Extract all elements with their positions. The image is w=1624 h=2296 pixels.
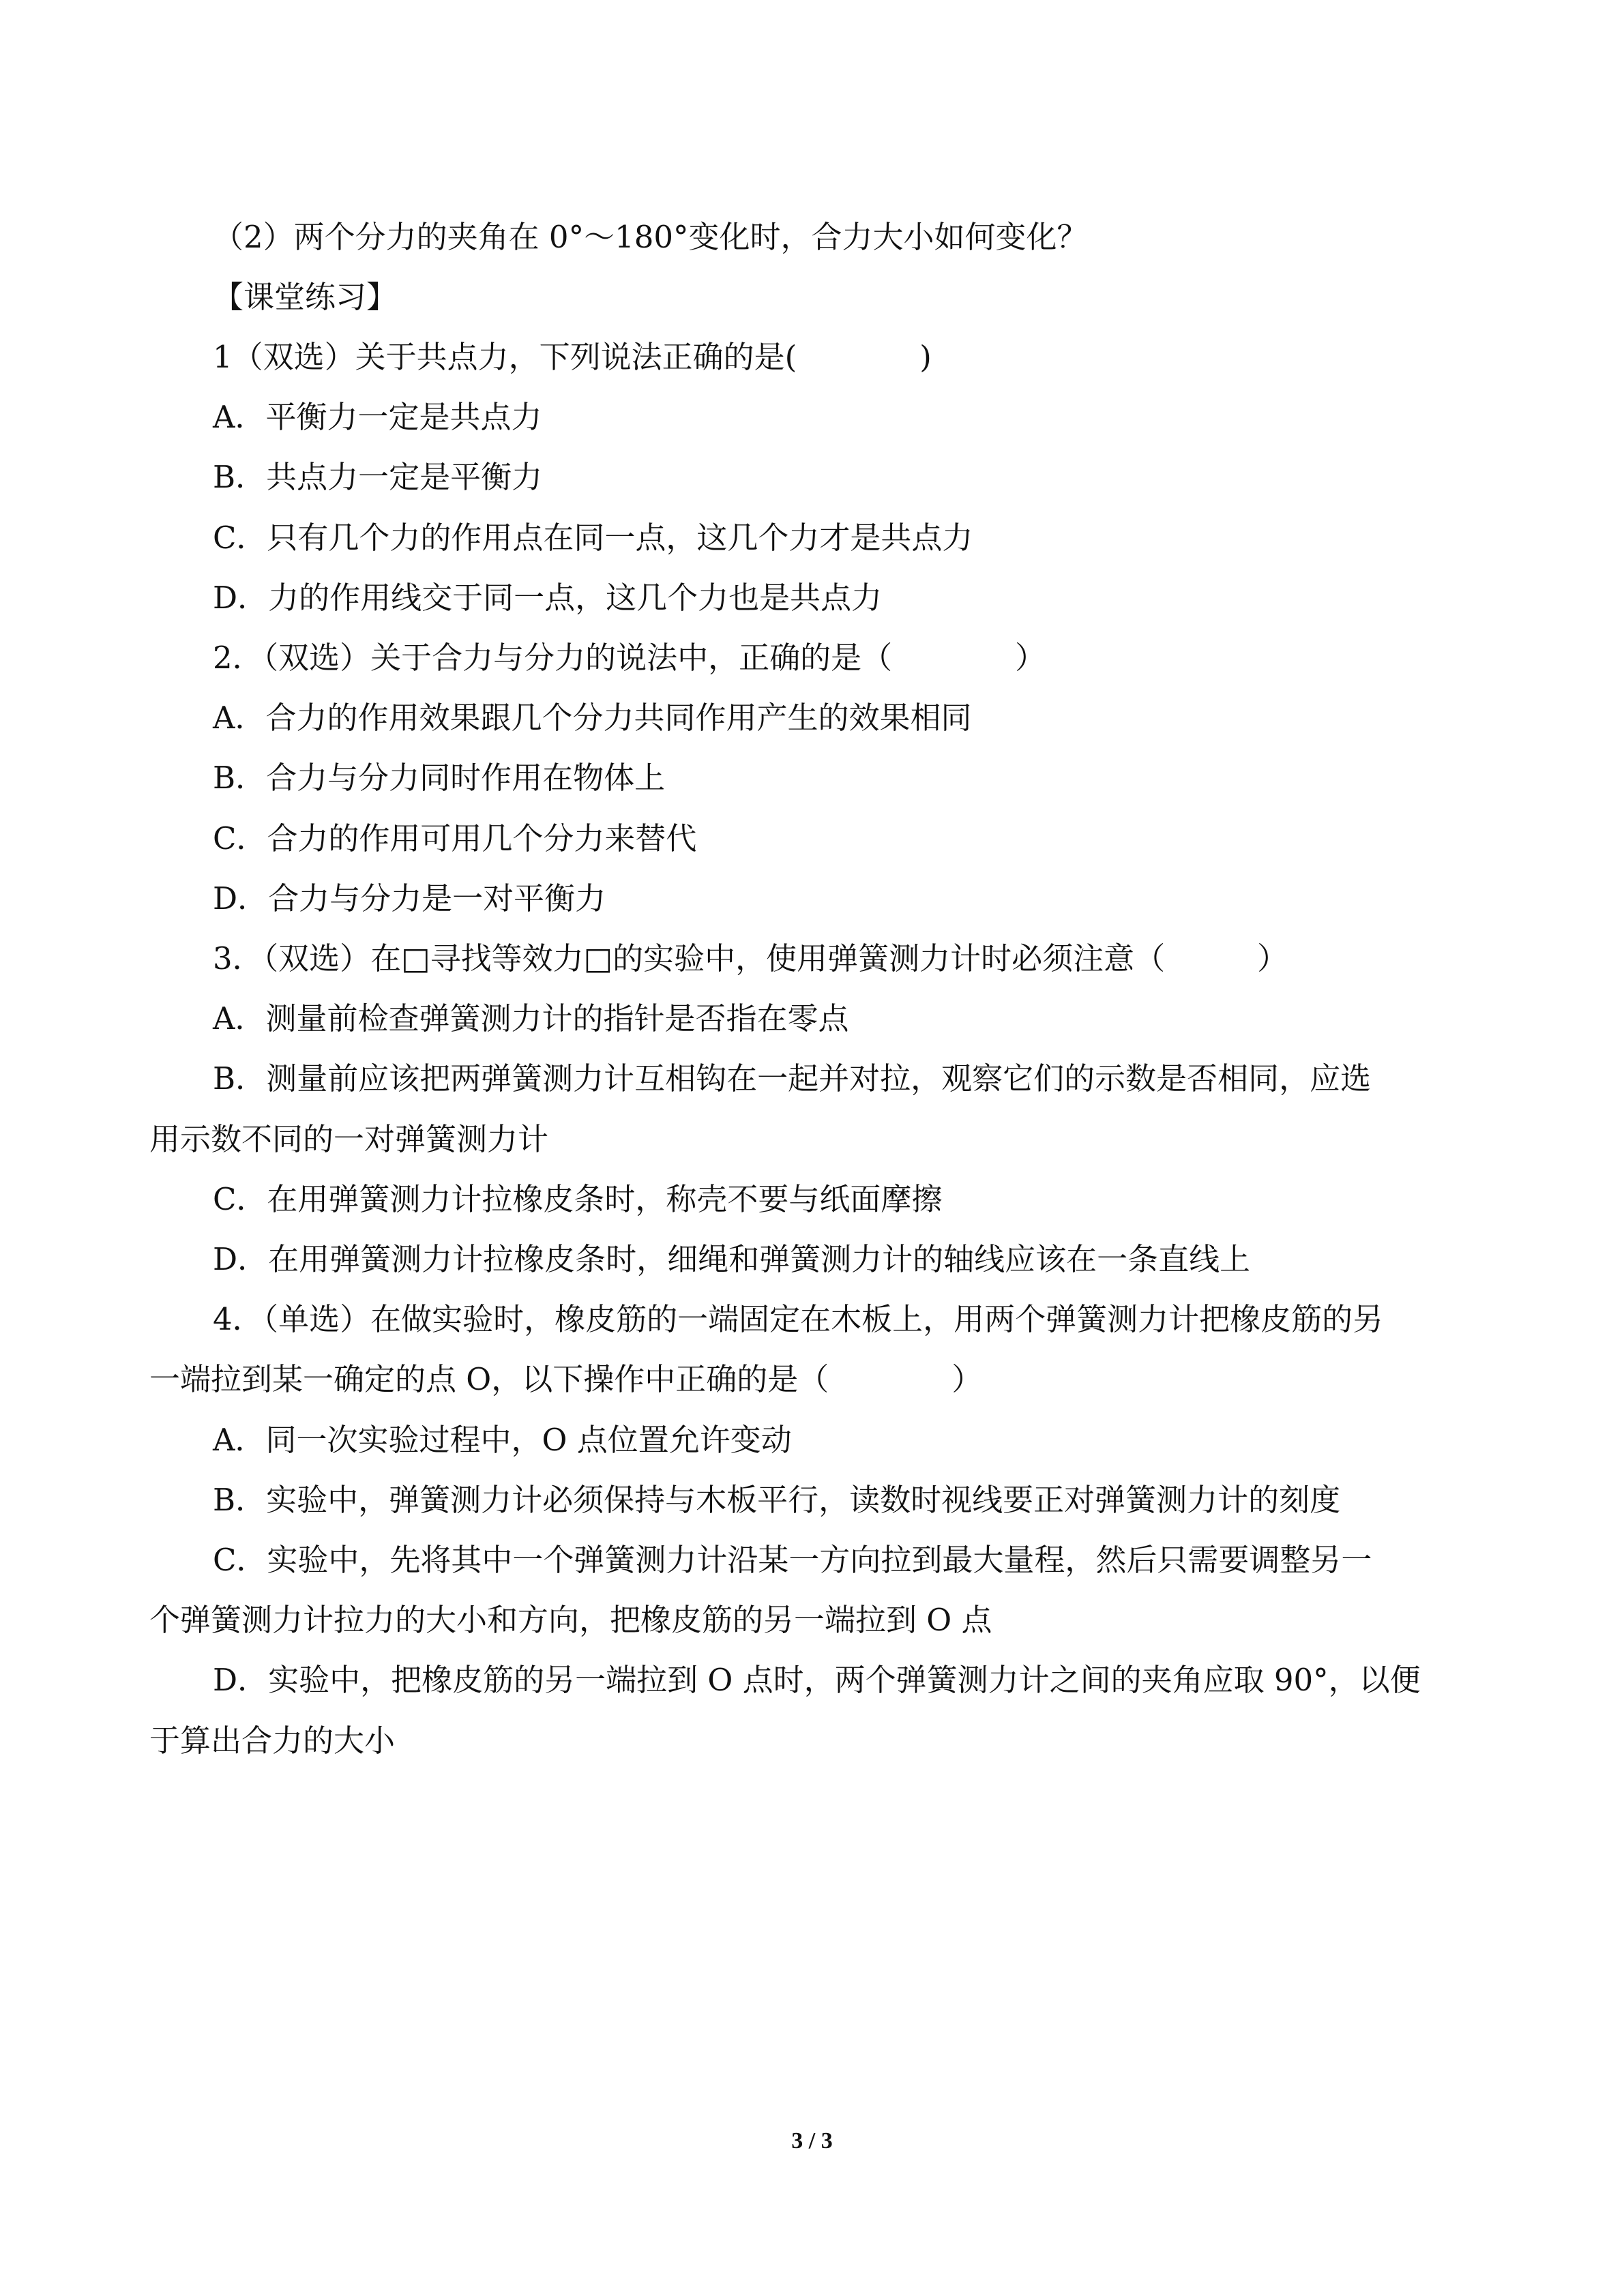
question-2-option-d: D．合力与分力是一对平衡力 [213,880,606,916]
question-3-option-d: D．在用弹簧测力计拉橡皮条时，细绳和弹簧测力计的轴线应该在一条直线上 [213,1241,1251,1277]
question-4-option-d: D．实验中，把橡皮筋的另一端拉到 O 点时，两个弹簧测力计之间的夹角应取 90°，以便 [213,1662,1421,1698]
question-1-option-a: A．平衡力一定是共点力 [213,399,542,435]
question-3: 3．（双选）在□寻找等效力□的实验中，使用弹簧测力计时必须注意（ ） [213,940,1288,976]
question-1-option-c: C．只有几个力的作用点在同一点，这几个力才是共点力 [213,520,973,556]
question-4-continued: 一端拉到某一确定的点 O，以下操作中正确的是（ ） [149,1361,983,1397]
question-4-option-c-continued: 个弹簧测力计拉力的大小和方向，把橡皮筋的另一端拉到 O 点 [149,1602,992,1638]
section-heading: 【课堂练习】 [213,279,398,315]
question-2: 2．（双选）关于合力与分力的说法中，正确的是（ ） [213,640,1046,676]
question-4-option-b: B．实验中，弹簧测力计必须保持与木板平行，读数时视线要正对弹簧测力计的刻度 [213,1482,1341,1518]
question-text: （2）两个分力的夹角在 0°～180°变化时，合力大小如何变化？ [213,219,1088,255]
question-1-option-d: D．力的作用线交于同一点，这几个力也是共点力 [213,580,883,616]
question-4-option-a: A．同一次实验过程中，O 点位置允许变动 [213,1422,792,1458]
question-4-option-c: C．实验中，先将其中一个弹簧测力计沿某一方向拉到最大量程，然后只需要调整另一 [213,1542,1372,1578]
question-1-option-b: B．共点力一定是平衡力 [213,459,543,495]
question-4-option-d-continued: 于算出合力的大小 [149,1723,396,1759]
question-3-option-a: A．测量前检查弹簧测力计的指针是否指在零点 [213,1000,849,1037]
page-number: 3 / 3 [791,2128,833,2153]
question-2-option-c: C．合力的作用可用几个分力来替代 [213,820,697,856]
question-4: 4．（单选）在做实验时，橡皮筋的一端固定在木板上，用两个弹簧测力计把橡皮筋的另 [213,1301,1384,1337]
question-3-option-c: C．在用弹簧测力计拉橡皮条时，称壳不要与纸面摩擦 [213,1181,943,1217]
question-3-option-b-continued: 用示数不同的一对弹簧测力计 [149,1121,549,1157]
question-3-option-b: B．测量前应该把两弹簧测力计互相钩在一起并对拉，观察它们的示数是否相同，应选 [213,1060,1372,1097]
question-1: 1（双选）关于共点力，下列说法正确的是( ) [213,339,932,375]
question-2-option-a: A．合力的作用效果跟几个分力共同作用产生的效果相同 [213,700,972,736]
question-2-option-b: B．合力与分力同时作用在物体上 [213,760,666,796]
